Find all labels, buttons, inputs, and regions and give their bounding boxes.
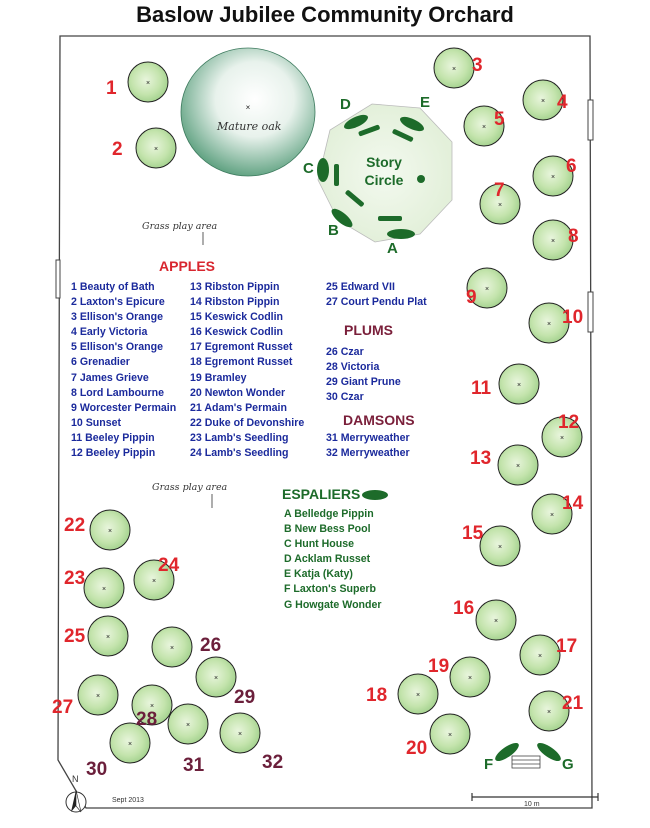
tree-marker-7: × (497, 202, 503, 209)
tree-number-30: 30 (86, 759, 108, 780)
tree-number-1: 1 (106, 78, 117, 99)
tree-marker-4: × (540, 98, 546, 105)
espalier-list-item: C Hunt House (284, 538, 355, 551)
date-label: Sept 2013 (112, 797, 144, 804)
tree-number-11: 11 (471, 378, 492, 399)
scale-bar (472, 793, 598, 801)
plums-list (326, 345, 401, 405)
tree-marker-10: × (546, 321, 552, 328)
plum-list-item: 26 Czar (326, 346, 364, 358)
tree-number-21: 21 (562, 693, 584, 714)
espalier-list-item: D Acklam Russet (284, 553, 371, 566)
gate-right-2 (588, 292, 593, 332)
tree-number-27: 27 (52, 697, 74, 718)
tree-marker-1: × (145, 80, 151, 87)
apple-list-item: 19 Bramley (190, 371, 247, 384)
tree-marker-19: × (467, 675, 473, 682)
tree-marker-26: × (169, 645, 175, 652)
story-circle-line1: Story (366, 154, 402, 170)
espalier-key-icon (362, 490, 388, 500)
espalier-A (387, 229, 415, 239)
tree-number-10: 10 (562, 307, 584, 328)
apple-list-item: 11 Beeley Pippin (71, 431, 155, 444)
apple-list-item: 5 Ellison's Orange (71, 341, 164, 354)
tree-marker-2: × (153, 146, 159, 153)
tree-marker-31: × (185, 722, 191, 729)
tree-number-24: 24 (158, 555, 180, 576)
plum-list-item: 30 Czar (326, 391, 364, 404)
story-circle-centre (417, 175, 425, 183)
tree-marker-24: × (151, 578, 157, 585)
tree-marker-6: × (550, 174, 556, 181)
tree-number-4: 4 (557, 92, 568, 113)
apple-list-item: 12 Beeley Pippin (71, 447, 156, 460)
apple-list-item: 23 Lamb's Seedling (190, 431, 289, 444)
tree-marker-23: × (101, 586, 107, 593)
tree-marker-20: × (447, 732, 453, 739)
espalier-label-G: G (562, 756, 574, 773)
espalier-list-item: B New Bess Pool (284, 523, 371, 536)
apple-list-item: 22 Duke of Devonshire (190, 416, 305, 429)
tree-number-3: 3 (472, 55, 483, 76)
plum-list-item: 28 Victoria (326, 361, 380, 374)
apples-list-col3 (326, 280, 427, 310)
tree-marker-13: × (515, 463, 521, 470)
grass-play-label-1: Grass play area (142, 221, 218, 232)
story-circle-line2: Circle (364, 172, 404, 188)
apples-list-col2 (190, 280, 304, 461)
apple-list-item: 25 Edward VII (326, 281, 395, 293)
apple-list-item: 10 Sunset (71, 416, 122, 429)
north-arrow-icon (66, 790, 86, 812)
tree-marker-11: × (516, 382, 522, 389)
apple-list-item: 8 Lord Lambourne (71, 386, 164, 399)
apple-list-item: 2 Laxton's Epicure (71, 296, 165, 309)
tree-number-2: 2 (112, 139, 123, 160)
tree-marker-3: × (451, 66, 457, 73)
tree-number-14: 14 (562, 493, 584, 514)
tree-number-8: 8 (568, 226, 579, 247)
tree-number-32: 32 (262, 752, 284, 773)
story-circle-label (356, 153, 412, 189)
mature-oak (181, 48, 315, 176)
apple-list-item: 9 Worcester Permain (71, 401, 177, 414)
tree-number-5: 5 (494, 109, 505, 130)
espaliers-list (284, 507, 382, 613)
apple-list-item: 17 Egremont Russet (190, 341, 293, 354)
apple-list-item: 3 Ellison's Orange (71, 311, 164, 324)
apple-list-item: 1 Beauty of Bath (71, 281, 155, 293)
page-title: Baslow Jubilee Community Orchard (136, 2, 514, 27)
apple-list-item: 4 Early Victoria (71, 326, 148, 339)
tree-marker-22: × (107, 528, 113, 535)
tree-marker-28: × (149, 703, 155, 710)
tree-number-15: 15 (462, 523, 484, 544)
tree-marker-5: × (481, 124, 487, 131)
tree-number-18: 18 (366, 685, 388, 706)
tree-number-17: 17 (556, 636, 578, 657)
tree-marker-15: × (497, 544, 503, 551)
tree-number-7: 7 (494, 180, 505, 201)
tree-marker-12: × (559, 435, 565, 442)
tree-marker-21: × (546, 709, 552, 716)
bench-fg (512, 756, 540, 768)
gate-left (56, 260, 60, 298)
tree-marker-32: × (237, 731, 243, 738)
apples-list-col1 (71, 280, 176, 461)
apple-list-item: 18 Egremont Russet (190, 356, 293, 369)
tree-number-25: 25 (64, 626, 86, 647)
oak-label: Mature oak (217, 120, 282, 133)
espaliers-heading: ESPALIERS (282, 486, 361, 502)
tree-number-12: 12 (558, 412, 580, 433)
north-label: N (72, 774, 79, 784)
tree-number-13: 13 (470, 448, 492, 469)
apple-list-item: 27 Court Pendu Plat (326, 296, 427, 309)
apple-list-item: 15 Keswick Codlin (190, 311, 284, 324)
apple-list-item: 7 James Grieve (71, 371, 149, 384)
tree-number-23: 23 (64, 568, 86, 589)
espalier-label-B: B (328, 222, 339, 239)
tree-marker-8: × (550, 238, 556, 245)
espalier-list-item: E Katja (Katy) (284, 568, 353, 581)
espalier-label-C: C (303, 160, 314, 177)
tree-number-16: 16 (453, 598, 475, 619)
apples-heading: APPLES (159, 258, 216, 274)
tree-marker-17: × (537, 653, 543, 660)
damson-list-item: 31 Merryweather (326, 432, 410, 444)
espalier-label-E: E (420, 94, 431, 111)
tree-marker-30: × (127, 741, 133, 748)
tree-number-29: 29 (234, 687, 256, 708)
tree-marker-16: × (493, 618, 499, 625)
tree-marker-29: × (213, 675, 219, 682)
espalier-list-item: G Howgate Wonder (284, 598, 382, 611)
espalier-list-item: A Belledge Pippin (284, 508, 374, 520)
tree-marker-14: × (549, 512, 555, 519)
tree-marker-18: × (415, 692, 421, 699)
tree-marker-9: × (484, 286, 490, 293)
tree-number-9: 9 (466, 287, 477, 308)
tree-marker-25: × (105, 634, 111, 641)
espalier-list-item: F Laxton's Superb (284, 583, 376, 596)
tree-number-20: 20 (406, 738, 428, 759)
espalier-label-D: D (340, 96, 351, 113)
oak-marker: × (245, 103, 251, 112)
espalier-label-F: F (484, 756, 494, 773)
apple-list-item: 21 Adam's Permain (190, 401, 287, 414)
damsons-heading: DAMSONS (343, 412, 415, 428)
grass-play-label-2: Grass play area (152, 482, 228, 493)
apple-list-item: 20 Newton Wonder (190, 386, 286, 399)
gate-right-1 (588, 100, 593, 140)
espalier-label-A: A (387, 240, 398, 257)
espalier-C (317, 158, 329, 182)
tree-marker-27: × (95, 693, 101, 700)
apple-list-item: 6 Grenadier (71, 356, 130, 369)
tree-number-19: 19 (428, 656, 450, 677)
damson-list-item: 32 Merryweather (326, 447, 410, 460)
plum-list-item: 29 Giant Prune (326, 376, 401, 389)
tree-number-31: 31 (183, 755, 205, 776)
apple-list-item: 24 Lamb's Seedling (190, 447, 289, 460)
plums-heading: PLUMS (344, 322, 393, 338)
damsons-list (326, 431, 410, 461)
apple-list-item: 14 Ribston Pippin (190, 296, 280, 309)
apple-list-item: 16 Keswick Codlin (190, 326, 284, 339)
apple-list-item: 13 Ribston Pippin (190, 281, 280, 293)
scale-label: 10 m (524, 801, 540, 808)
tree-number-26: 26 (200, 635, 222, 656)
tree-number-6: 6 (566, 156, 577, 177)
tree-number-22: 22 (64, 515, 86, 536)
tree-number-28: 28 (136, 709, 158, 730)
